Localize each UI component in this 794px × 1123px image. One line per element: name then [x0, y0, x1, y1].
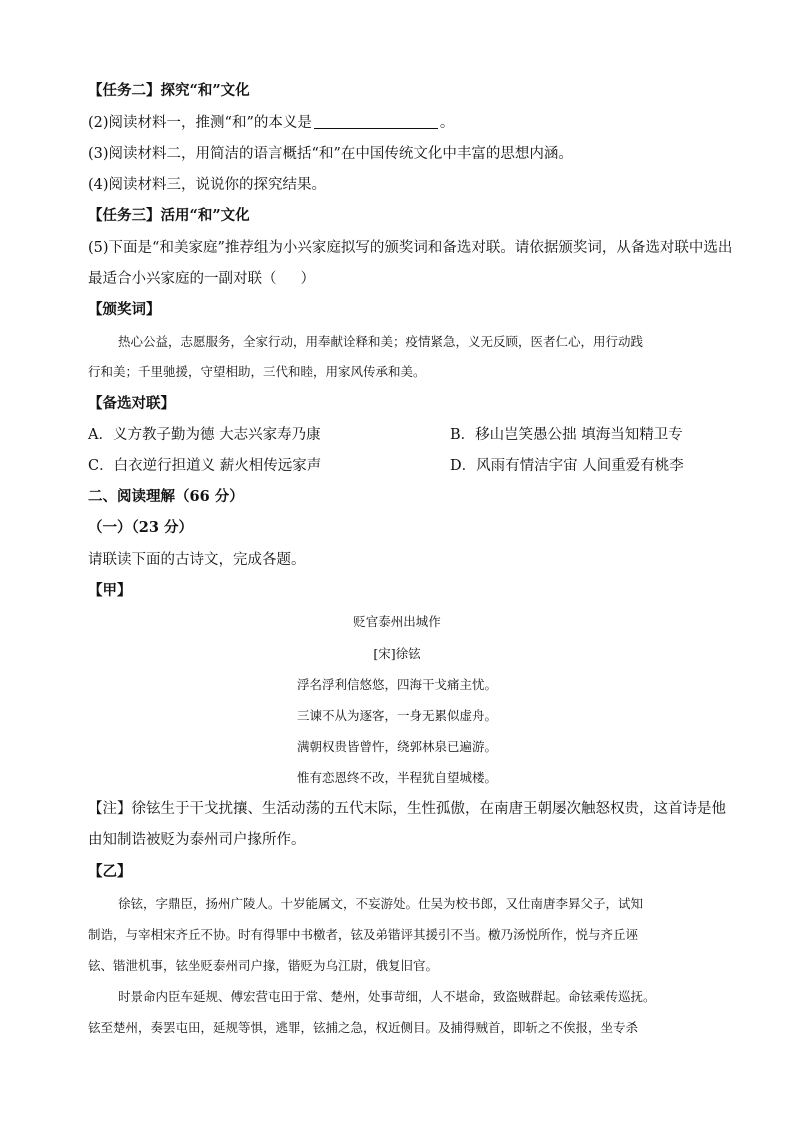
label-jia: 【甲】: [88, 582, 132, 599]
question-2-end: 。: [439, 115, 455, 131]
couplets-heading: 【备选对联】: [88, 395, 175, 412]
question-5-close: ）: [300, 271, 315, 287]
award-line-2: 行和美；千里驰援，守望相助，三代和睦，用家风传承和美。: [88, 364, 426, 379]
note-line-2: 由知制诰被贬为泰州司户掾所作。: [88, 832, 306, 848]
option-a: A．义方教子勤为德 大志兴家寿乃康: [88, 427, 321, 443]
note-line-1: 【注】徐铉生于干戈扰攘、生活动荡的五代末际，生性孤傲，在南唐王朝屡次触怒权贵，这首诗是他: [88, 801, 726, 817]
task3-heading: 【任务三】活用“和”文化: [88, 207, 250, 224]
section-heading: 二、阅读理解（66 分）: [88, 488, 244, 505]
prose-line: 铉至楚州，奏罢屯田，延规等惧，逃罪，铉捕之急，权近侧目。及捕得贼首，即斩之不俟报，坐专杀: [88, 1020, 639, 1035]
question-5-text: 最适合小兴家庭的一副对联（: [88, 271, 277, 287]
prose-line: 徐铉，字鼎臣，扬州广陵人。十岁能属文，不妄游处。仕吴为校书郎，又仕南唐李昪父子，试知: [118, 896, 644, 911]
poem-title: 贬官泰州出城作: [353, 614, 441, 629]
question-5-line2: [88, 269, 714, 289]
award-heading: 【颁奖词】: [88, 301, 161, 318]
prose-line: 时景命内臣车延规、傅宏营屯田于常、楚州，处事苛细，人不堪命，致盗贼群起。命铉乘传巡抚。: [118, 989, 656, 1004]
poem-line: 三谏不从为逐客，一身无累似虚舟。: [296, 708, 497, 723]
poem-line: 满朝权贵皆曾忤，绕郭林泉已遍游。: [296, 739, 497, 754]
prose-line: 铉、锴泄机事，铉坐贬泰州司户掾，锴贬为乌江尉，俄复旧官。: [88, 958, 439, 973]
option-c: C．白衣逆行担道义 薪火相传远家声: [88, 458, 322, 474]
poem-line: 浮名浮利信悠悠，四海干戈痛主忧。: [296, 677, 497, 692]
answer-blank: [314, 113, 438, 129]
question-2: [88, 113, 714, 133]
option-b: B．移山岂笑愚公拙 填海当知精卫专: [450, 427, 683, 443]
label-yi: 【乙】: [88, 863, 132, 880]
question-5-line1: (5)下面是“和美家庭”推荐组为小兴家庭拟写的颁奖词和备选对联。请依据颁奖词，从备选对联中选出: [88, 240, 733, 256]
options-row-2: [88, 456, 714, 476]
option-d: D．风雨有情洁宇宙 人间重爱有桃李: [450, 458, 684, 474]
options-row-1: [88, 425, 714, 445]
poem-line: 惟有恋恩终不改，半程犹自望城楼。: [296, 770, 497, 785]
subsection-heading: （一）（23 分）: [88, 519, 193, 536]
instruction: 请联读下面的古诗文，完成各题。: [88, 552, 306, 568]
prose-line: 制诰，与宰相宋齐丘不协。时有得罪中书檄者，铉及弟锴评其援引不当。檄乃汤悦所作，悦与齐丘诬: [88, 927, 639, 942]
poem-author: [宋]徐铉: [373, 646, 421, 661]
question-2-text: (2)阅读材料一，推测“和”的本义是: [88, 115, 312, 131]
task2-heading: 【任务二】探究“和”文化: [88, 82, 250, 99]
question-4: (4)阅读材料三，说说你的探究结果。: [88, 177, 327, 193]
award-line-1: 热心公益，志愿服务，全家行动，用奉献诠释和美；疫情紧急，义无反顾，医者仁心，用行动践: [118, 334, 644, 349]
question-3: (3)阅读材料二，用简洁的语言概括“和”在中国传统文化中丰富的思想内涵。: [88, 146, 573, 162]
